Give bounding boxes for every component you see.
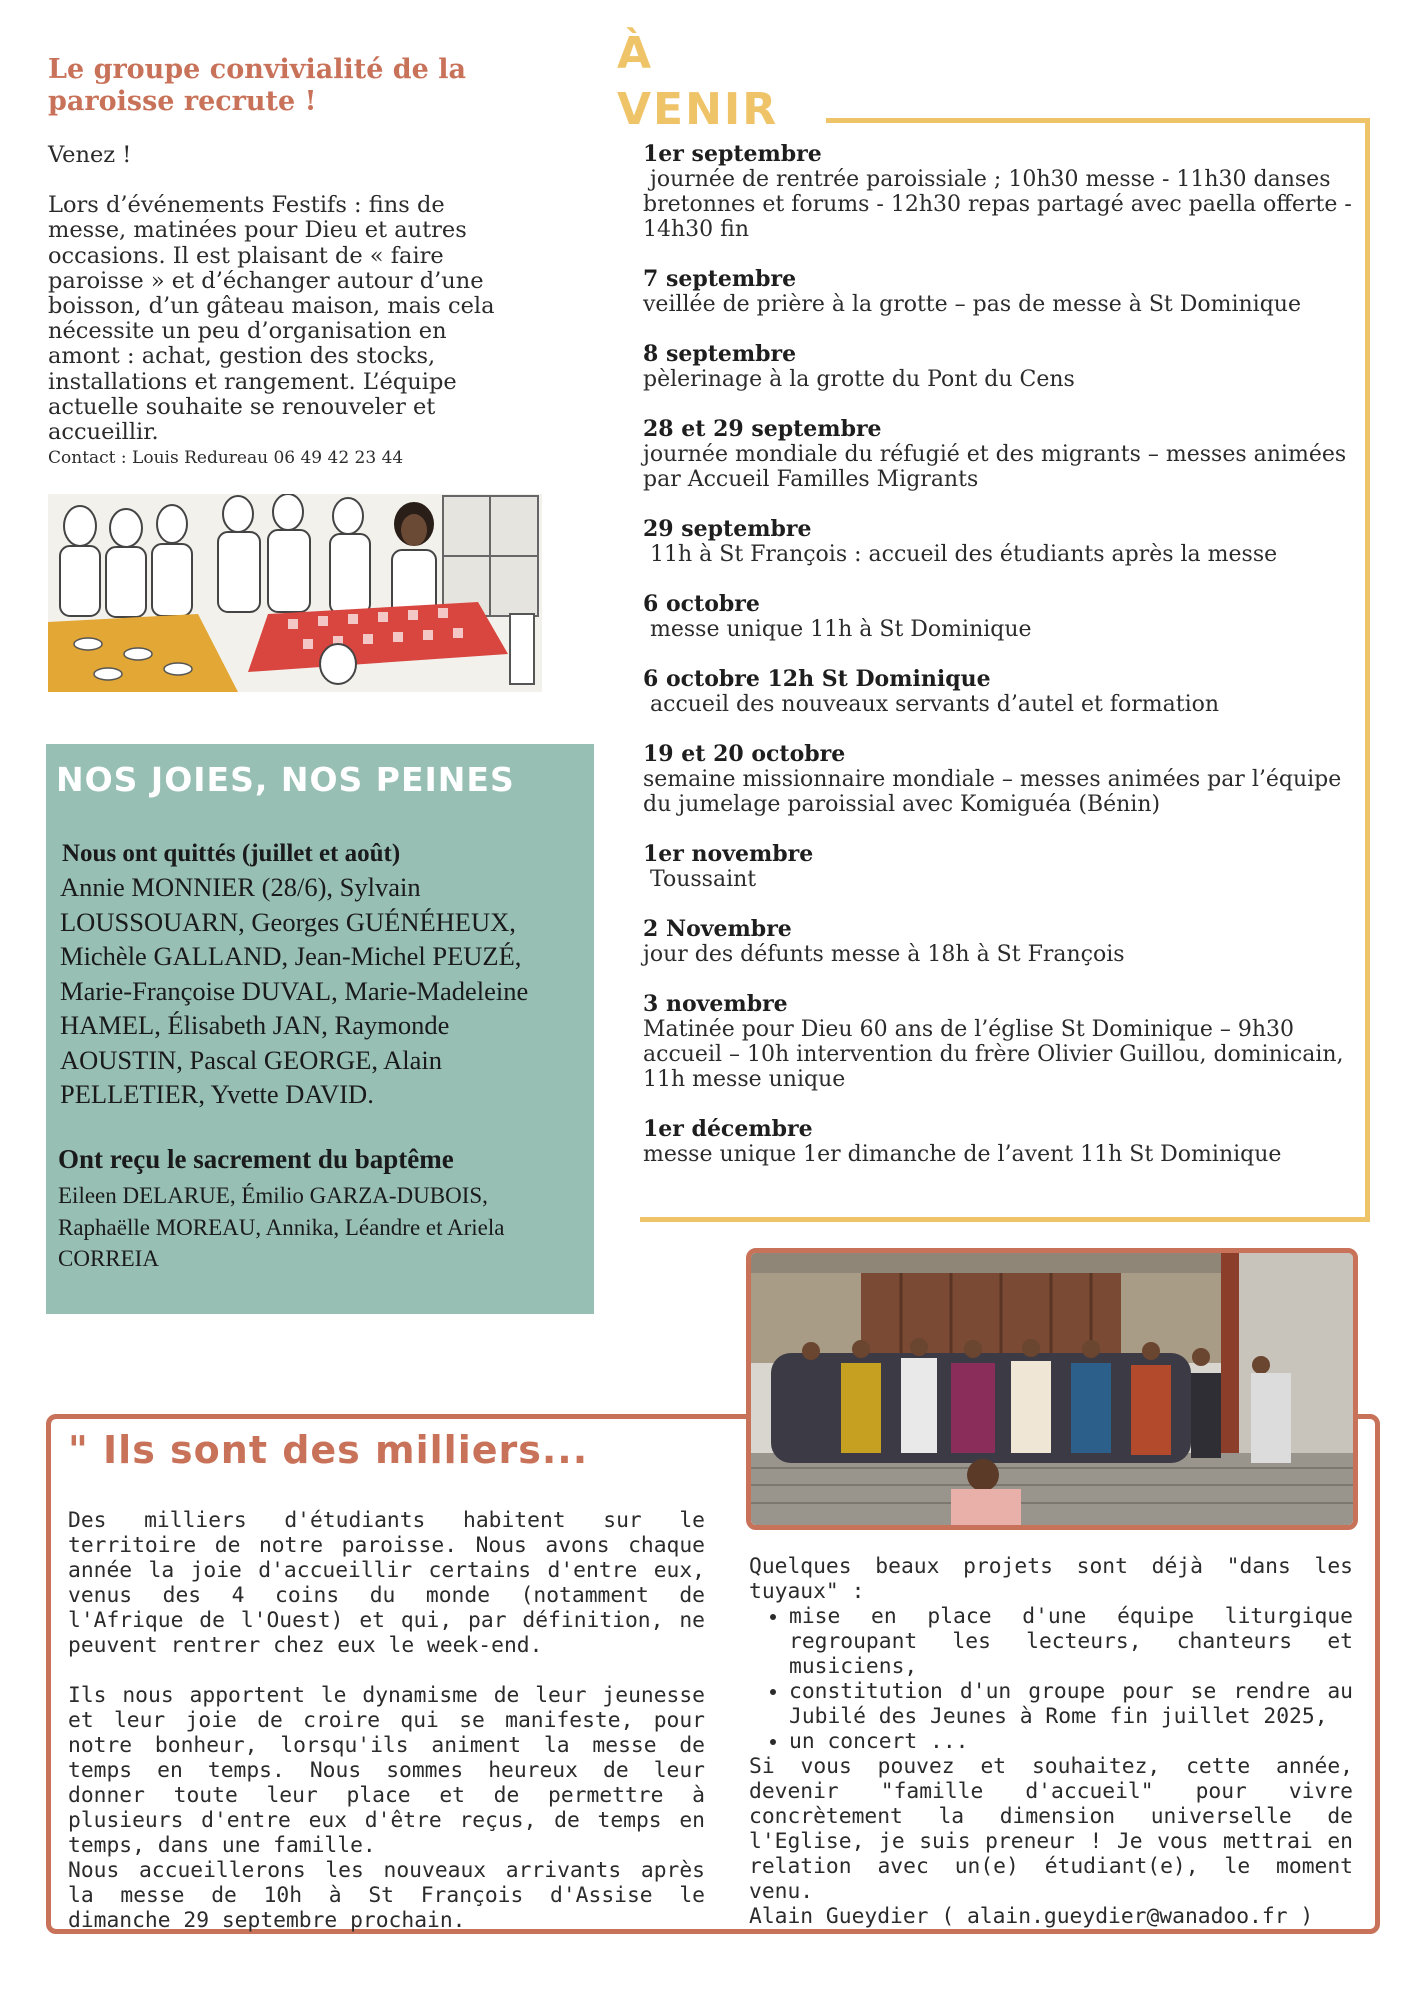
milliers-closing: Si vous pouvez et souhaitez, cette année, devenir "famille d'accueil" pour vivre concrètement la dimension universelle de l'Eglise, je suis preneur ! Je vous mettrai en relation avec un(e) étudiant(e), le moment venu. bbox=[749, 1754, 1353, 1904]
convivialite-intro: Venez ! bbox=[48, 142, 132, 168]
event-description: 11h à St François : accueil des étudiants après la messe bbox=[643, 542, 1278, 567]
event-description: journée de rentrée paroissiale ; 10h30 messe - 11h30 danses bretonnes et forums - 12h30 repas partagé avec paella offerte - 14h30 fin bbox=[643, 167, 1359, 242]
event-description: jour des défunts messe à 18h à St François bbox=[643, 942, 1125, 967]
milliers-paragraph: Des milliers d'étudiants habitent sur le territoire de notre paroisse. Nous avons chaque année la joie d'accueillir certains d'entre eux, venus des 4 coins du monde (notamment de l'Afrique de l'Ouest) et qui, par définition, ne peuvent rentrer chez eux le week-end. bbox=[68, 1508, 705, 1658]
convivialite-text: Lors d’événements Festifs : fins de messe, matinées pour Dieu et autres occasions. Il est plaisant de « faire paroisse » et d’échanger autour d’une boisson, d’un gâteau maison, mais cela nécessite un peu d’organisation en amont : achat, gestion des stocks, installations et rangement. L’équipe actuelle souhaite se renouveler et accueillir. bbox=[48, 192, 495, 446]
milliers-text-right bbox=[749, 1554, 1353, 1929]
event-item bbox=[643, 992, 1353, 1092]
event-description: accueil des nouveaux servants d’autel et formation bbox=[643, 692, 1220, 717]
event-item bbox=[643, 742, 1353, 817]
event-item bbox=[643, 141, 1359, 242]
a-venir-frame-right bbox=[1365, 118, 1370, 1222]
a-venir-title-line1: À bbox=[617, 28, 654, 79]
event-item bbox=[643, 417, 1353, 492]
a-venir-title bbox=[617, 26, 778, 138]
a-venir-frame-bottom bbox=[640, 1217, 1370, 1222]
event-item bbox=[643, 517, 1353, 567]
convivialite-contact: Contact : Louis Redureau 06 49 42 23 44 bbox=[48, 448, 404, 468]
event-item bbox=[643, 917, 1353, 967]
event-date: 19 et 20 octobre bbox=[643, 741, 846, 767]
event-date: 6 octobre 12h St Dominique bbox=[643, 666, 991, 692]
event-date: 1er novembre bbox=[643, 841, 814, 867]
bapteme-heading: Ont reçu le sacrement du baptême bbox=[58, 1144, 454, 1174]
event-date: 8 septembre bbox=[643, 341, 797, 367]
event-item bbox=[643, 842, 1353, 892]
convivialite-illustration bbox=[48, 494, 542, 692]
milliers-paragraph: Ils nous apportent le dynamisme de leur jeunesse et leur joie de croire qui se manifeste, pour notre bonheur, lorsqu'ils animent la messe de temps en temps. Nous sommes heureux de leur donner toute leur place et de permettre à plusieurs d'entre eux d'être reçus, de temps en temps, dans une famille. bbox=[68, 1683, 705, 1858]
milliers-signature: Alain Gueydier ( alain.gueydier@wanadoo.fr ) bbox=[749, 1904, 1314, 1929]
event-item bbox=[643, 342, 1353, 392]
event-date: 28 et 29 septembre bbox=[643, 416, 882, 442]
event-item bbox=[643, 667, 1353, 717]
joies-peines-box bbox=[46, 744, 594, 1314]
event-date: 1er septembre bbox=[643, 141, 822, 167]
bapteme-list: Eileen DELARUE, Émilio GARZA-DUBOIS, Raphaëlle MOREAU, Annika, Léandre et Ariela CORREIA bbox=[58, 1183, 505, 1271]
event-date: 7 septembre bbox=[643, 266, 797, 292]
a-venir-title-line2: VENIR bbox=[617, 84, 779, 135]
joies-peines-title: NOS JOIES, NOS PEINES bbox=[56, 760, 515, 799]
event-description: Matinée pour Dieu 60 ans de l’église St Dominique – 9h30 accueil – 10h intervention du frère Olivier Guillou, dominicain, 11h messe unique bbox=[643, 1017, 1351, 1092]
events-list bbox=[643, 141, 1359, 1192]
milliers-paragraph: Nous accueillerons les nouveaux arrivants après la messe de 10h à St François d'Assise le dimanche 29 septembre prochain. bbox=[68, 1858, 705, 1933]
milliers-title: " Ils sont des milliers... bbox=[68, 1428, 589, 1472]
event-date: 2 Novembre bbox=[643, 916, 792, 942]
convivialite-title: Le groupe convivialité de la paroisse recrute ! bbox=[48, 54, 466, 117]
a-venir-frame-top bbox=[826, 118, 1370, 123]
students-group-photo bbox=[746, 1248, 1358, 1530]
event-description: messe unique 11h à St Dominique bbox=[643, 617, 1032, 642]
projects-list bbox=[749, 1604, 1353, 1754]
convivialite-body bbox=[48, 143, 518, 470]
event-description: pèlerinage à la grotte du Pont du Cens bbox=[643, 367, 1075, 392]
project-item: • un concert ... bbox=[789, 1729, 1353, 1754]
event-description: veillée de prière à la grotte – pas de messe à St Dominique bbox=[643, 292, 1301, 317]
event-date: 29 septembre bbox=[643, 516, 812, 542]
projects-intro: Quelques beaux projets sont déjà "dans les tuyaux" : bbox=[749, 1554, 1353, 1604]
event-date: 6 octobre bbox=[643, 591, 760, 617]
deces-list: Annie MONNIER (28/6), Sylvain LOUSSOUARN, Georges GUÉNÉHEUX, Michèle GALLAND, Jean-Michel PEUZÉ, Marie-Françoise DUVAL, Marie-Madeleine HAMEL, Élisabeth JAN, Raymonde AOUSTIN, Pascal GEORGE, Alain PELLETIER, Yvette DAVID. bbox=[60, 872, 529, 1109]
event-description: messe unique 1er dimanche de l’avent 11h St Dominique bbox=[643, 1142, 1282, 1167]
project-item: • mise en place d'une équipe liturgique regroupant les lecteurs, chanteurs et musiciens, bbox=[789, 1604, 1353, 1679]
event-date: 3 novembre bbox=[643, 991, 788, 1017]
deces-heading: Nous ont quittés (juillet et août) bbox=[62, 840, 401, 867]
event-description: semaine missionnaire mondiale – messes animées par l’équipe du jumelage paroissial avec Komiguéa (Bénin) bbox=[643, 767, 1349, 817]
milliers-text-left bbox=[68, 1508, 705, 1933]
event-item bbox=[643, 1117, 1353, 1167]
event-description: journée mondiale du réfugié et des migrants – messes animées par Accueil Familles Migrants bbox=[643, 442, 1354, 492]
event-date: 1er décembre bbox=[643, 1116, 813, 1142]
event-item bbox=[643, 267, 1353, 317]
event-description: Toussaint bbox=[643, 867, 757, 892]
event-item bbox=[643, 592, 1353, 642]
project-item: • constitution d'un groupe pour se rendre au Jubilé des Jeunes à Rome fin juillet 2025, bbox=[789, 1679, 1353, 1729]
